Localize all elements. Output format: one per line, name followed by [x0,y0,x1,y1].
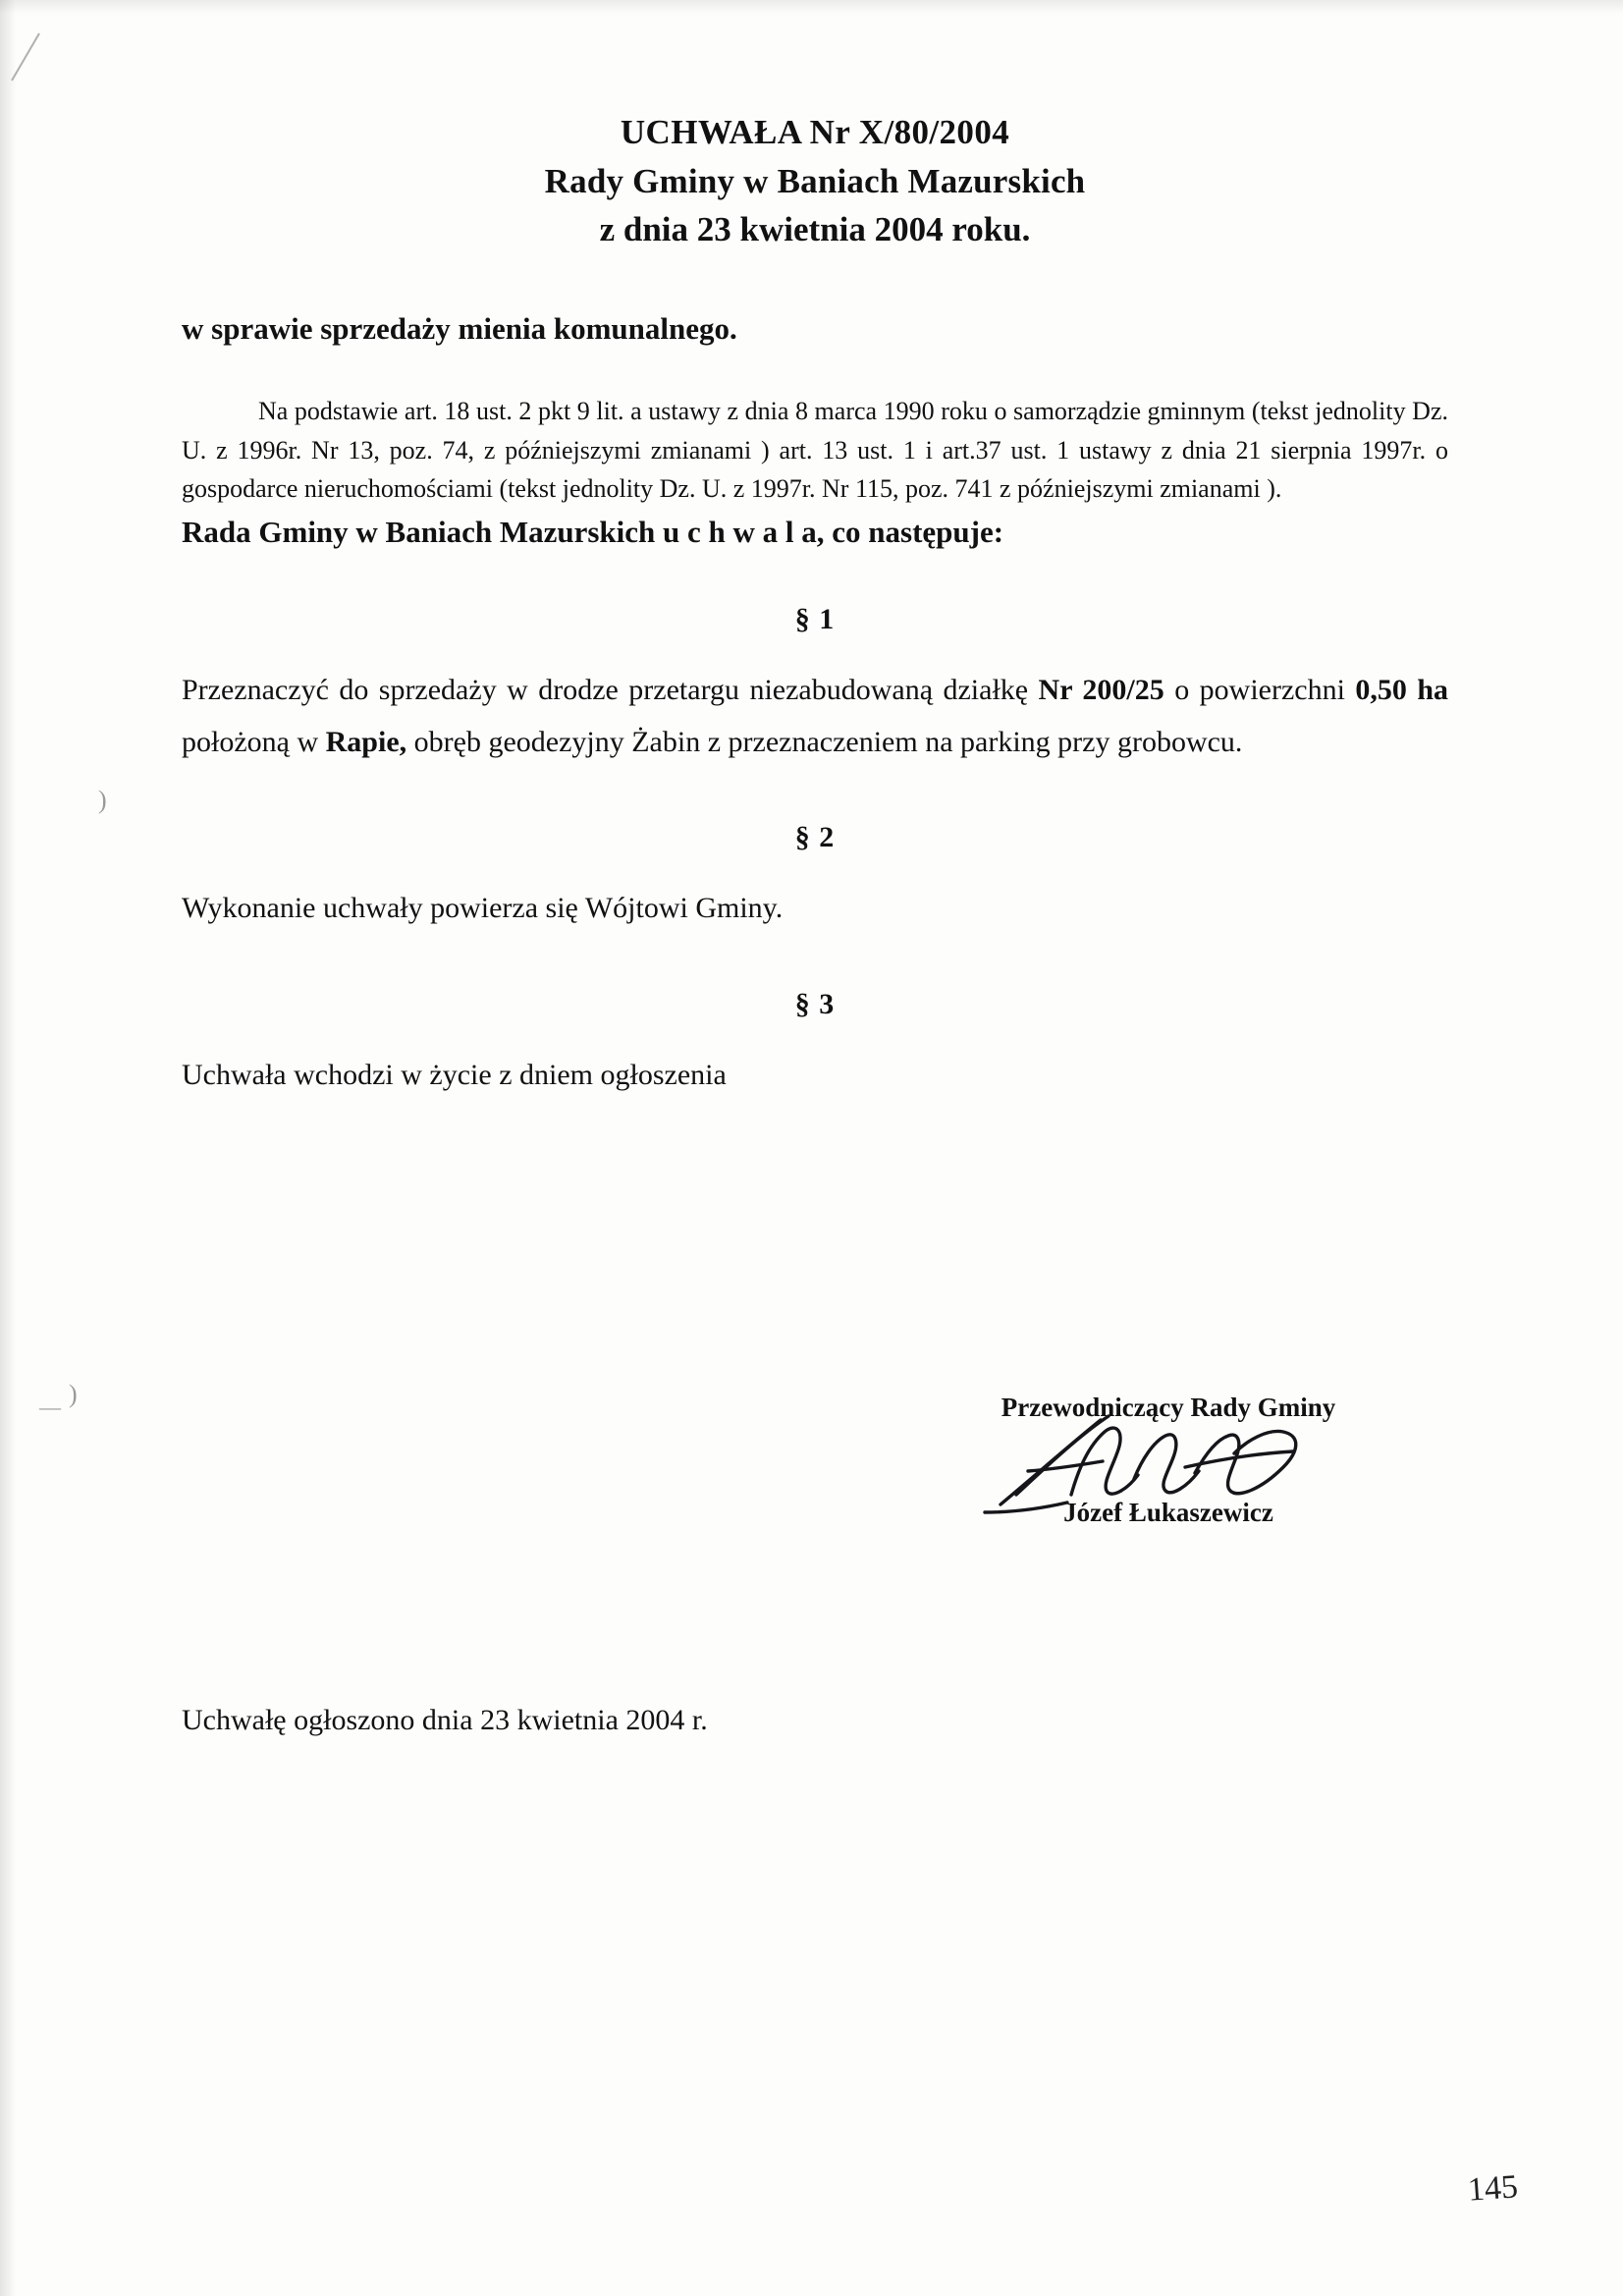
resolve-statement: Rada Gminy w Baniach Mazurskich u c h w a l a, co następuje: [182,514,1004,549]
document-title [182,108,1448,254]
section-1-part-0: Przeznaczyć do sprzedaży w drodze przetargu niezabudowaną działkę [182,673,1039,706]
handwritten-page-number: 145 [1466,2168,1520,2209]
signature-block [947,1393,1389,1528]
section-1-part-6: obręb geodezyjny Żabin z przeznaczeniem na parking przy grobowcu. [406,726,1243,758]
section-3-part-0: Uchwała wchodzi w życie z dniem ogłoszenia [182,1058,727,1091]
section-body-1 [182,664,1448,769]
document-subject: w sprawie sprzedaży mienia komunalnego. [182,311,737,347]
section-1-part-2: o powierzchni [1163,673,1356,706]
section-1-part-3: 0,50 ha [1355,673,1449,706]
section-mark-1: § 1 [794,602,836,635]
margin-tick-lower: ) [69,1380,78,1408]
section-body-3 [182,1049,1448,1101]
section-1-part-1: Nr 200/25 [1038,673,1164,706]
scan-edge-shadow-left [0,0,16,2296]
section-mark-2: § 2 [794,821,836,854]
margin-tick-upper: ) [98,786,107,814]
title-date: z dnia 23 kwietnia 2004 roku. [599,210,1031,249]
section-2-part-0: Wykonanie uchwały powierza się Wójtowi Gminy. [182,892,784,925]
section-body-2 [182,882,1448,934]
legal-basis-paragraph [182,392,1448,509]
section-1-part-4: położoną w [182,726,326,758]
corner-pencil-mark-icon [8,29,47,88]
legal-basis-text: Na podstawie art. 18 ust. 2 pkt 9 lit. a ustawy z dnia 8 marca 1990 roku o samorządzie gminnym (tekst jednolity Dz. U. z 1996r. Nr 13, poz. 74, z późniejszymi zmianami ) art. 13 ust. 1 i art.37 ust. 1 ustawy z dnia 21 sierpnia 1997r. o gospodarce nieruchomościami (tekst jednolity Dz. U. z 1997r. Nr 115, poz. 741 z późniejszymi zmianami ). [182,397,1448,504]
title-council-name: Rady Gminy w Baniach Mazurskich [544,161,1086,200]
document-body [182,108,1448,1101]
section-mark-3: § 3 [794,987,836,1020]
margin-dash: — [39,1394,61,1419]
signature-role: Przewodniczący Rady Gminy [1001,1393,1336,1422]
signature-name: Józef Łukaszewicz [1063,1498,1273,1527]
announcement-line: Uchwałę ogłoszono dnia 23 kwietnia 2004 r. [182,1704,708,1736]
scan-edge-shadow-top [0,0,1623,14]
title-resolution-number: UCHWAŁA Nr X/80/2004 [620,113,1010,151]
section-1-part-5: Rapie, [325,726,407,758]
